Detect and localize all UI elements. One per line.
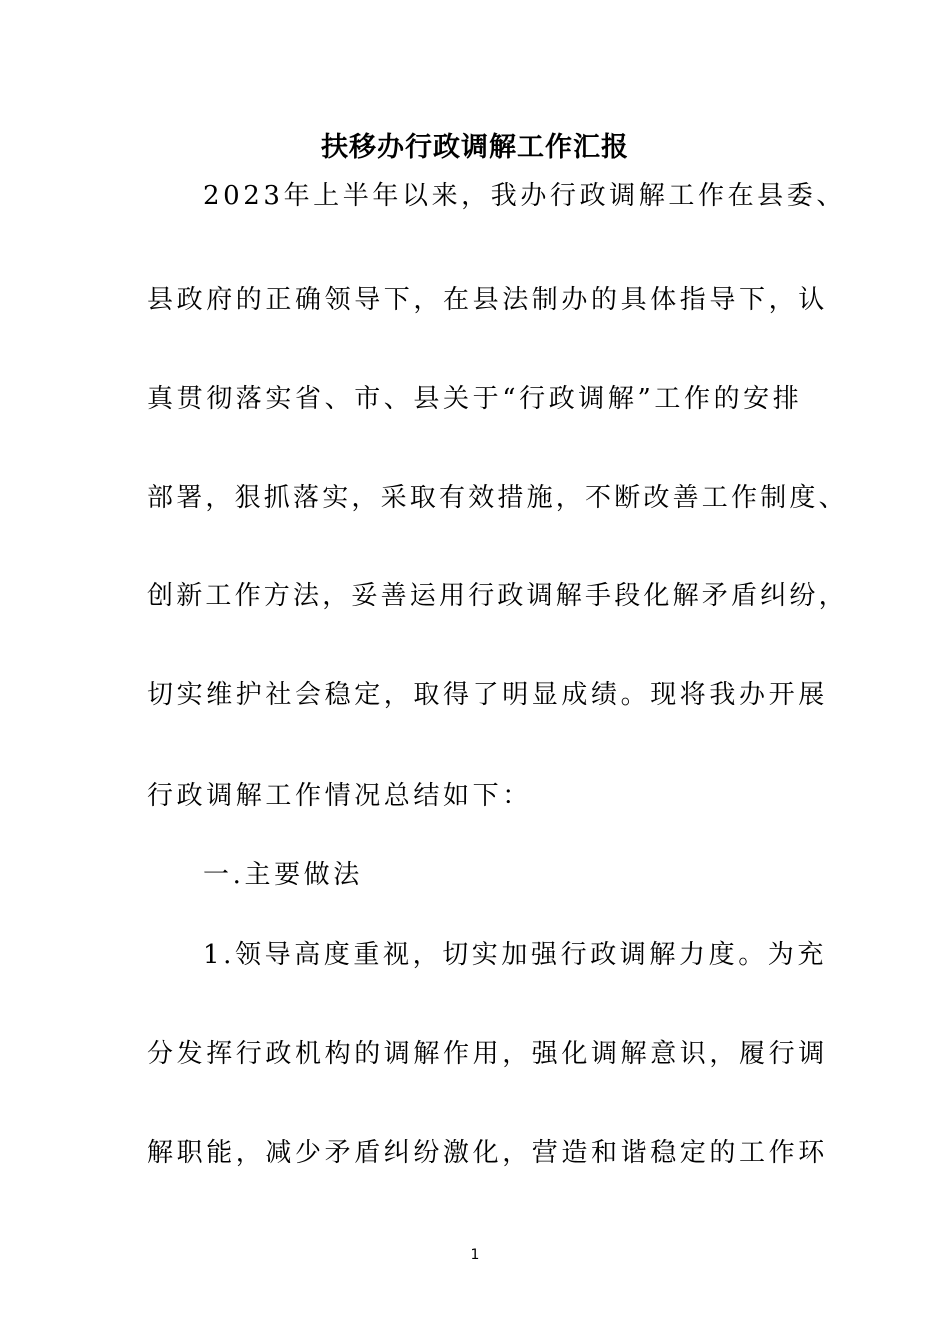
document-title: 扶移办行政调解工作汇报 xyxy=(321,132,629,163)
paragraph-line: 行政调解工作情况总结如下： xyxy=(147,781,532,811)
paragraph-line: 部署，狠抓落实，采取有效措施，不断改善工作制度、 xyxy=(147,483,848,513)
paragraph-line: 创新工作方法，妥善运用行政调解手段化解矛盾纠纷， xyxy=(147,581,848,611)
paragraph-line: 1.领导高度重视，切实加强行政调解力度。为充 xyxy=(203,940,828,970)
paragraph-line: 真贯彻落实省、市、县关于“行政调解”工作的安排 xyxy=(147,384,803,414)
paragraph-line: 解职能，减少矛盾纠纷激化，营造和谐稳定的工作环 xyxy=(147,1138,828,1168)
paragraph-line: 2023年上半年以来，我办行政调解工作在县委、 xyxy=(203,181,846,211)
page-number: 1 xyxy=(470,1247,480,1263)
paragraph-line: 县政府的正确领导下，在县法制办的具体指导下，认 xyxy=(147,285,828,315)
section-heading: 一.主要做法 xyxy=(203,860,363,890)
paragraph-line: 分发挥行政机构的调解作用，强化调解意识，履行调 xyxy=(147,1039,828,1069)
paragraph-line: 切实维护社会稳定，取得了明显成绩。现将我办开展 xyxy=(147,680,828,710)
